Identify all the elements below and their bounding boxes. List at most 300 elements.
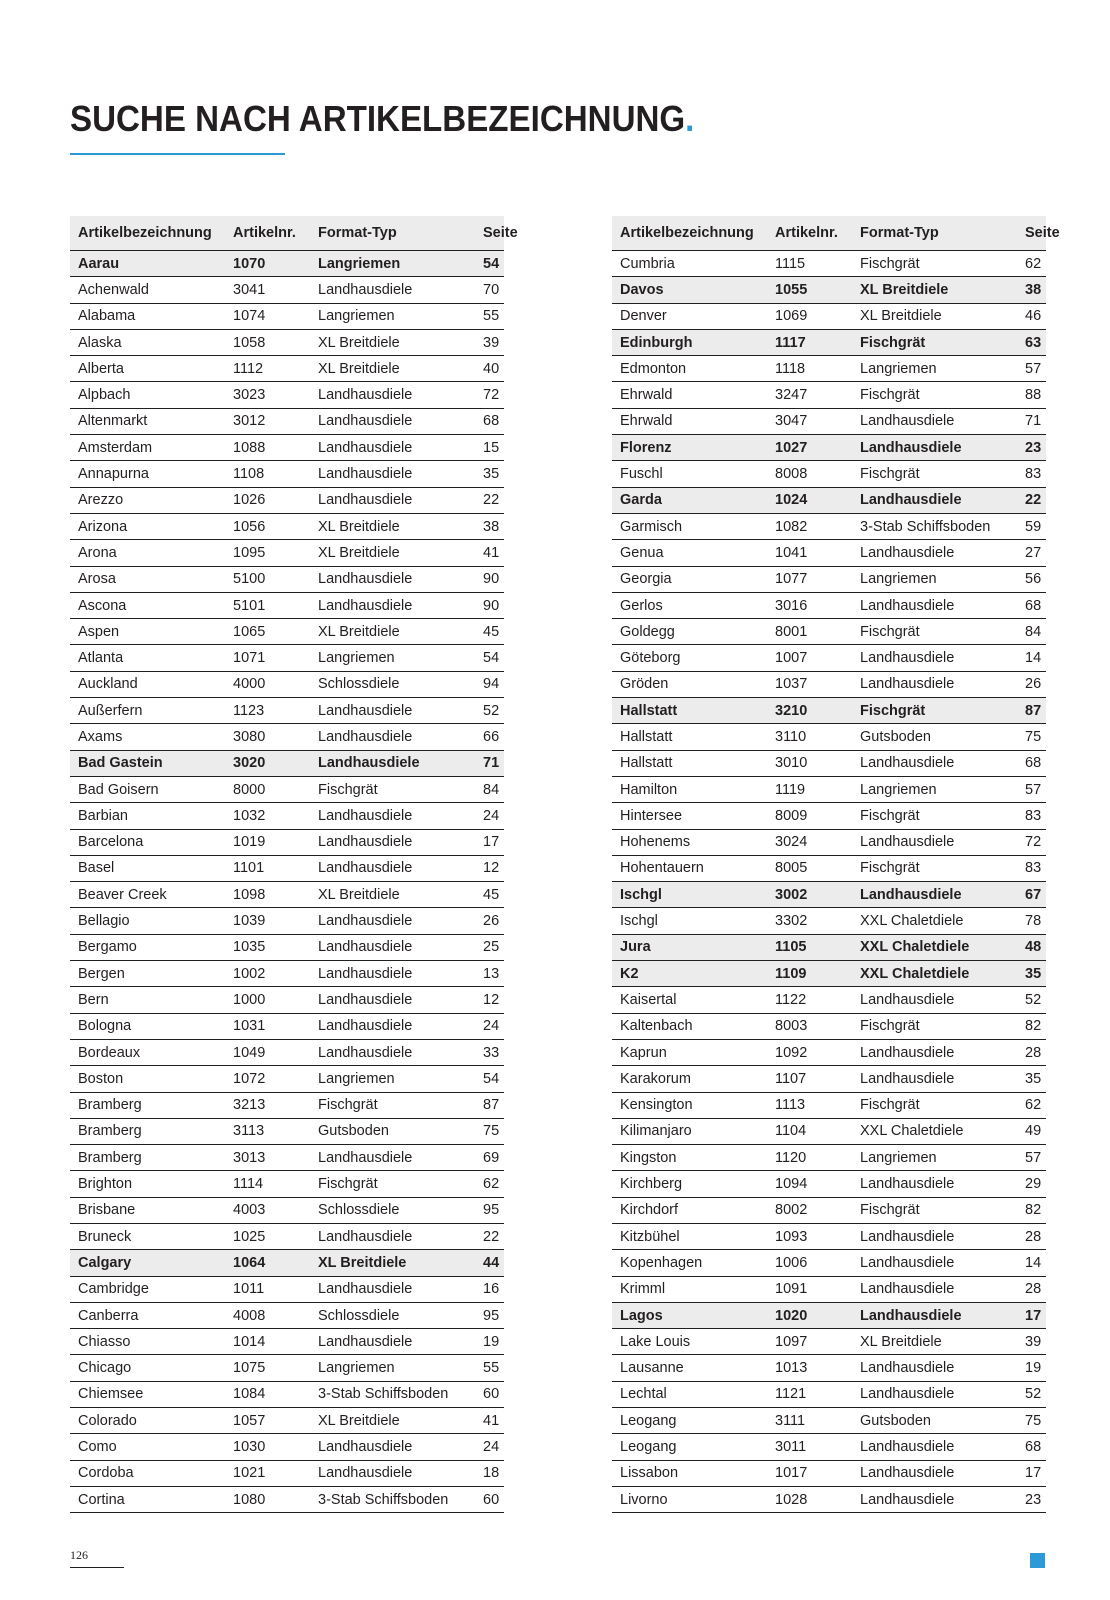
cell-page: 57 xyxy=(1017,776,1046,802)
column-header-page: Seite xyxy=(475,216,504,251)
cell-format-type: Landhausdiele xyxy=(310,435,475,461)
cell-format-type: Landhausdiele xyxy=(310,829,475,855)
cell-format-type: Fischgrät xyxy=(852,855,1017,881)
cell-article-name: Hamilton xyxy=(612,776,767,802)
cell-format-type: Landhausdiele xyxy=(852,1486,1017,1512)
table-row xyxy=(70,671,504,697)
cell-page: 66 xyxy=(475,724,504,750)
cell-article-number: 1117 xyxy=(767,329,852,355)
cell-format-type: XL Breitdiele xyxy=(852,303,1017,329)
table-row xyxy=(612,671,1046,697)
table-row xyxy=(70,619,504,645)
article-table-right xyxy=(612,216,1060,1513)
table-row xyxy=(70,698,504,724)
cell-format-type: XL Breitdiele xyxy=(310,513,475,539)
cell-article-name: Axams xyxy=(70,724,225,750)
cell-article-number: 1119 xyxy=(767,776,852,802)
cell-article-number: 1056 xyxy=(225,513,310,539)
table-row xyxy=(612,908,1046,934)
cell-article-name: Alaska xyxy=(70,329,225,355)
cell-page: 60 xyxy=(475,1381,504,1407)
cell-article-name: Annapurna xyxy=(70,461,225,487)
cell-format-type: Fischgrät xyxy=(852,1197,1017,1223)
cell-article-name: Hohenems xyxy=(612,829,767,855)
cell-page: 62 xyxy=(1017,251,1046,277)
cell-article-name: Bramberg xyxy=(70,1118,225,1144)
table-row xyxy=(70,934,504,960)
table-row xyxy=(612,251,1046,277)
table-header-row xyxy=(70,216,504,251)
cell-page: 24 xyxy=(475,803,504,829)
cell-article-name: Hallstatt xyxy=(612,750,767,776)
table-row xyxy=(612,382,1046,408)
cell-article-number: 1075 xyxy=(225,1355,310,1381)
cell-article-number: 3111 xyxy=(767,1408,852,1434)
cell-article-name: Kitzbühel xyxy=(612,1223,767,1249)
table-row xyxy=(612,1250,1046,1276)
cell-article-name: Bramberg xyxy=(70,1092,225,1118)
cell-article-name: Lake Louis xyxy=(612,1329,767,1355)
cell-format-type: Landhausdiele xyxy=(310,566,475,592)
column-header-name: Artikelbezeichnung xyxy=(612,216,767,251)
cell-article-name: Bologna xyxy=(70,1013,225,1039)
cell-page: 35 xyxy=(1017,961,1046,987)
cell-article-name: Fuschl xyxy=(612,461,767,487)
table-row xyxy=(612,882,1046,908)
cell-article-name: Atlanta xyxy=(70,645,225,671)
cell-format-type: Landhausdiele xyxy=(310,1223,475,1249)
cell-format-type: Landhausdiele xyxy=(310,277,475,303)
table-header-row xyxy=(612,216,1046,251)
cell-article-name: Florenz xyxy=(612,435,767,461)
cell-article-number: 1032 xyxy=(225,803,310,829)
cell-article-name: Barcelona xyxy=(70,829,225,855)
cell-article-number: 1027 xyxy=(767,435,852,461)
cell-page: 68 xyxy=(1017,750,1046,776)
cell-format-type: Schlossdiele xyxy=(310,671,475,697)
cell-format-type: Fischgrät xyxy=(310,1171,475,1197)
cell-page: 54 xyxy=(475,251,504,277)
cell-format-type: XXL Chaletdiele xyxy=(852,961,1017,987)
cell-page: 52 xyxy=(475,698,504,724)
cell-article-name: Kirchberg xyxy=(612,1171,767,1197)
cell-format-type: Gutsboden xyxy=(310,1118,475,1144)
cell-article-number: 1080 xyxy=(225,1486,310,1512)
cell-page: 52 xyxy=(1017,987,1046,1013)
cell-format-type: Landhausdiele xyxy=(852,882,1017,908)
cell-format-type: Schlossdiele xyxy=(310,1197,475,1223)
table-row xyxy=(612,855,1046,881)
column-header-format: Format-Typ xyxy=(852,216,1017,251)
cell-article-number: 1123 xyxy=(225,698,310,724)
cell-article-number: 1074 xyxy=(225,303,310,329)
cell-article-name: Lausanne xyxy=(612,1355,767,1381)
cell-format-type: Fischgrät xyxy=(852,251,1017,277)
title-underline xyxy=(70,153,285,155)
cell-page: 48 xyxy=(1017,934,1046,960)
cell-page: 19 xyxy=(475,1329,504,1355)
cell-page: 83 xyxy=(1017,803,1046,829)
cell-article-number: 3110 xyxy=(767,724,852,750)
cell-format-type: Fischgrät xyxy=(852,461,1017,487)
cell-format-type: Landhausdiele xyxy=(852,671,1017,697)
cell-page: 28 xyxy=(1017,1223,1046,1249)
cell-page: 17 xyxy=(1017,1460,1046,1486)
cell-format-type: Landhausdiele xyxy=(852,750,1017,776)
table-row xyxy=(612,987,1046,1013)
cell-article-number: 3023 xyxy=(225,382,310,408)
cell-page: 75 xyxy=(1017,1408,1046,1434)
cell-format-type: Landhausdiele xyxy=(310,592,475,618)
table-row xyxy=(70,1408,504,1434)
cell-page: 28 xyxy=(1017,1276,1046,1302)
cell-format-type: Fischgrät xyxy=(852,1013,1017,1039)
cell-article-number: 1070 xyxy=(225,251,310,277)
cell-page: 54 xyxy=(475,645,504,671)
table-row xyxy=(612,1223,1046,1249)
cell-format-type: Landhausdiele xyxy=(310,724,475,750)
cell-format-type: Landhausdiele xyxy=(852,1302,1017,1328)
cell-article-number: 4008 xyxy=(225,1302,310,1328)
cell-article-name: Amsterdam xyxy=(70,435,225,461)
cell-page: 16 xyxy=(475,1276,504,1302)
cell-article-name: Bad Gastein xyxy=(70,750,225,776)
cell-article-name: Leogang xyxy=(612,1434,767,1460)
cell-article-name: Bellagio xyxy=(70,908,225,934)
cell-article-number: 1113 xyxy=(767,1092,852,1118)
corner-accent-square xyxy=(1030,1553,1045,1568)
cell-page: 13 xyxy=(475,961,504,987)
table-row xyxy=(612,435,1046,461)
cell-article-number: 4003 xyxy=(225,1197,310,1223)
cell-article-number: 1006 xyxy=(767,1250,852,1276)
cell-article-name: Alpbach xyxy=(70,382,225,408)
cell-format-type: Landhausdiele xyxy=(310,987,475,1013)
cell-page: 87 xyxy=(1017,698,1046,724)
cell-page: 57 xyxy=(1017,356,1046,382)
cell-article-name: Gröden xyxy=(612,671,767,697)
cell-article-name: Gerlos xyxy=(612,592,767,618)
cell-article-number: 1000 xyxy=(225,987,310,1013)
cell-page: 72 xyxy=(475,382,504,408)
table-row xyxy=(70,435,504,461)
cell-article-name: Goldegg xyxy=(612,619,767,645)
table-row xyxy=(612,356,1046,382)
table-row xyxy=(612,540,1046,566)
cell-article-number: 1088 xyxy=(225,435,310,461)
table-row xyxy=(70,1434,504,1460)
cell-format-type: Gutsboden xyxy=(852,724,1017,750)
table-row xyxy=(70,356,504,382)
cell-article-name: Leogang xyxy=(612,1408,767,1434)
cell-article-number: 1121 xyxy=(767,1381,852,1407)
cell-article-name: Chicago xyxy=(70,1355,225,1381)
cell-page: 46 xyxy=(1017,303,1046,329)
cell-article-number: 3047 xyxy=(767,408,852,434)
cell-article-name: Denver xyxy=(612,303,767,329)
cell-format-type: Landhausdiele xyxy=(310,461,475,487)
cell-article-name: Calgary xyxy=(70,1250,225,1276)
cell-page: 45 xyxy=(475,882,504,908)
column-header-page: Seite xyxy=(1017,216,1046,251)
cell-page: 28 xyxy=(1017,1039,1046,1065)
cell-page: 88 xyxy=(1017,382,1046,408)
cell-page: 83 xyxy=(1017,855,1046,881)
cell-format-type: Landhausdiele xyxy=(852,987,1017,1013)
cell-article-number: 5100 xyxy=(225,566,310,592)
cell-format-type: XL Breitdiele xyxy=(310,540,475,566)
table-row xyxy=(612,803,1046,829)
cell-article-name: Brisbane xyxy=(70,1197,225,1223)
cell-article-name: Kensington xyxy=(612,1092,767,1118)
cell-format-type: Landhausdiele xyxy=(852,1460,1017,1486)
cell-article-name: Georgia xyxy=(612,566,767,592)
table-row xyxy=(70,1039,504,1065)
table-row xyxy=(612,1171,1046,1197)
cell-page: 62 xyxy=(1017,1092,1046,1118)
cell-article-name: Cortina xyxy=(70,1486,225,1512)
page-number-underline xyxy=(70,1567,124,1568)
cell-article-number: 3016 xyxy=(767,592,852,618)
cell-page: 83 xyxy=(1017,461,1046,487)
cell-format-type: 3-Stab Schiffsboden xyxy=(852,513,1017,539)
cell-article-name: Göteborg xyxy=(612,645,767,671)
cell-article-number: 1112 xyxy=(225,356,310,382)
cell-page: 63 xyxy=(1017,329,1046,355)
cell-format-type: Langriemen xyxy=(852,356,1017,382)
cell-article-name: Cordoba xyxy=(70,1460,225,1486)
cell-format-type: Landhausdiele xyxy=(310,855,475,881)
cell-format-type: Schlossdiele xyxy=(310,1302,475,1328)
cell-article-number: 8003 xyxy=(767,1013,852,1039)
cell-page: 87 xyxy=(475,1092,504,1118)
cell-article-name: Ehrwald xyxy=(612,382,767,408)
table-row xyxy=(70,750,504,776)
cell-format-type: Landhausdiele xyxy=(852,1039,1017,1065)
cell-article-number: 1065 xyxy=(225,619,310,645)
cell-format-type: Landhausdiele xyxy=(852,1276,1017,1302)
cell-article-name: Ehrwald xyxy=(612,408,767,434)
cell-format-type: Landhausdiele xyxy=(852,592,1017,618)
article-table-left xyxy=(70,216,518,1513)
cell-page: 18 xyxy=(475,1460,504,1486)
table-row xyxy=(70,1276,504,1302)
cell-article-number: 1122 xyxy=(767,987,852,1013)
cell-article-number: 1071 xyxy=(225,645,310,671)
cell-page: 22 xyxy=(475,487,504,513)
table-row xyxy=(612,619,1046,645)
cell-page: 44 xyxy=(475,1250,504,1276)
cell-format-type: Landhausdiele xyxy=(310,408,475,434)
table-row xyxy=(612,461,1046,487)
cell-article-number: 1098 xyxy=(225,882,310,908)
cell-format-type: Landhausdiele xyxy=(310,698,475,724)
cell-page: 39 xyxy=(475,329,504,355)
table-row xyxy=(70,1145,504,1171)
cell-format-type: Landhausdiele xyxy=(852,487,1017,513)
table-row xyxy=(612,1197,1046,1223)
table-row xyxy=(70,1486,504,1512)
cell-article-number: 1093 xyxy=(767,1223,852,1249)
cell-article-number: 1097 xyxy=(767,1329,852,1355)
cell-article-number: 1007 xyxy=(767,645,852,671)
table-row xyxy=(70,1250,504,1276)
cell-format-type: Landhausdiele xyxy=(310,1276,475,1302)
cell-format-type: Landhausdiele xyxy=(310,750,475,776)
cell-format-type: XL Breitdiele xyxy=(310,356,475,382)
table-row xyxy=(70,592,504,618)
cell-format-type: Landhausdiele xyxy=(852,645,1017,671)
cell-article-name: Lissabon xyxy=(612,1460,767,1486)
cell-article-name: Bordeaux xyxy=(70,1039,225,1065)
cell-article-number: 1104 xyxy=(767,1118,852,1144)
cell-format-type: Landhausdiele xyxy=(310,1329,475,1355)
cell-article-number: 8001 xyxy=(767,619,852,645)
cell-page: 39 xyxy=(1017,1329,1046,1355)
cell-page: 17 xyxy=(1017,1302,1046,1328)
cell-article-name: Garmisch xyxy=(612,513,767,539)
cell-format-type: Landhausdiele xyxy=(310,1013,475,1039)
cell-article-number: 1084 xyxy=(225,1381,310,1407)
cell-article-name: Außerfern xyxy=(70,698,225,724)
table-row xyxy=(612,1329,1046,1355)
table-row xyxy=(70,382,504,408)
cell-page: 22 xyxy=(1017,487,1046,513)
cell-page: 84 xyxy=(1017,619,1046,645)
cell-page: 29 xyxy=(1017,1171,1046,1197)
cell-article-name: Lechtal xyxy=(612,1381,767,1407)
cell-article-number: 3010 xyxy=(767,750,852,776)
cell-article-name: Arosa xyxy=(70,566,225,592)
cell-format-type: XL Breitdiele xyxy=(310,1408,475,1434)
cell-format-type: Landhausdiele xyxy=(852,829,1017,855)
cell-format-type: XXL Chaletdiele xyxy=(852,934,1017,960)
table-row xyxy=(70,461,504,487)
cell-page: 35 xyxy=(1017,1066,1046,1092)
cell-format-type: Landhausdiele xyxy=(852,1223,1017,1249)
cell-article-number: 3011 xyxy=(767,1434,852,1460)
cell-article-name: Achenwald xyxy=(70,277,225,303)
cell-format-type: Fischgrät xyxy=(852,329,1017,355)
cell-page: 35 xyxy=(475,461,504,487)
cell-format-type: XXL Chaletdiele xyxy=(852,908,1017,934)
cell-format-type: Landhausdiele xyxy=(310,934,475,960)
cell-article-number: 1107 xyxy=(767,1066,852,1092)
cell-article-number: 8009 xyxy=(767,803,852,829)
cell-article-number: 1057 xyxy=(225,1408,310,1434)
table-row xyxy=(612,1302,1046,1328)
table-row xyxy=(612,1355,1046,1381)
cell-article-name: Aarau xyxy=(70,251,225,277)
cell-article-number: 1026 xyxy=(225,487,310,513)
cell-article-number: 3213 xyxy=(225,1092,310,1118)
cell-article-name: Alabama xyxy=(70,303,225,329)
cell-article-name: Garda xyxy=(612,487,767,513)
cell-article-name: Altenmarkt xyxy=(70,408,225,434)
cell-article-name: Kirchdorf xyxy=(612,1197,767,1223)
cell-article-number: 1064 xyxy=(225,1250,310,1276)
table-row xyxy=(70,882,504,908)
cell-format-type: Landhausdiele xyxy=(310,382,475,408)
cell-format-type: XL Breitdiele xyxy=(852,277,1017,303)
table-row xyxy=(612,1486,1046,1512)
cell-page: 27 xyxy=(1017,540,1046,566)
cell-format-type: Fischgrät xyxy=(852,382,1017,408)
cell-article-number: 1017 xyxy=(767,1460,852,1486)
cell-format-type: Landhausdiele xyxy=(310,487,475,513)
table-row xyxy=(612,592,1046,618)
cell-format-type: Landhausdiele xyxy=(310,1460,475,1486)
cell-format-type: XL Breitdiele xyxy=(310,1250,475,1276)
cell-page: 26 xyxy=(1017,671,1046,697)
cell-article-number: 1109 xyxy=(767,961,852,987)
cell-article-number: 1105 xyxy=(767,934,852,960)
cell-article-name: Bergamo xyxy=(70,934,225,960)
table-row xyxy=(70,803,504,829)
cell-format-type: Landhausdiele xyxy=(310,1039,475,1065)
cell-article-number: 3002 xyxy=(767,882,852,908)
table-row xyxy=(612,934,1046,960)
cell-article-name: Kaprun xyxy=(612,1039,767,1065)
cell-format-type: XL Breitdiele xyxy=(310,619,475,645)
cell-page: 55 xyxy=(475,303,504,329)
table-row xyxy=(70,1197,504,1223)
cell-page: 25 xyxy=(475,934,504,960)
cell-article-name: Davos xyxy=(612,277,767,303)
cell-article-number: 1120 xyxy=(767,1145,852,1171)
cell-page: 54 xyxy=(475,1066,504,1092)
cell-article-name: Kopenhagen xyxy=(612,1250,767,1276)
cell-page: 82 xyxy=(1017,1013,1046,1039)
table-row xyxy=(70,1329,504,1355)
table-row xyxy=(70,1223,504,1249)
cell-page: 71 xyxy=(475,750,504,776)
cell-page: 72 xyxy=(1017,829,1046,855)
table-row xyxy=(70,1355,504,1381)
cell-format-type: Fischgrät xyxy=(310,1092,475,1118)
cell-article-name: Hallstatt xyxy=(612,724,767,750)
cell-article-name: Chiemsee xyxy=(70,1381,225,1407)
table-row xyxy=(612,1092,1046,1118)
cell-article-name: Canberra xyxy=(70,1302,225,1328)
cell-page: 24 xyxy=(475,1434,504,1460)
cell-format-type: Landhausdiele xyxy=(852,1381,1017,1407)
table-row xyxy=(70,408,504,434)
cell-article-number: 1055 xyxy=(767,277,852,303)
cell-article-number: 8002 xyxy=(767,1197,852,1223)
table-row xyxy=(612,487,1046,513)
cell-format-type: Langriemen xyxy=(310,251,475,277)
table-row xyxy=(612,303,1046,329)
cell-page: 57 xyxy=(1017,1145,1046,1171)
cell-page: 95 xyxy=(475,1197,504,1223)
table-row xyxy=(70,1381,504,1407)
cell-article-number: 3080 xyxy=(225,724,310,750)
table-row xyxy=(70,1092,504,1118)
cell-page: 69 xyxy=(475,1145,504,1171)
cell-page: 67 xyxy=(1017,882,1046,908)
table-row xyxy=(70,961,504,987)
cell-format-type: XL Breitdiele xyxy=(852,1329,1017,1355)
cell-format-type: Landhausdiele xyxy=(852,1171,1017,1197)
cell-article-number: 3247 xyxy=(767,382,852,408)
cell-format-type: Landhausdiele xyxy=(310,803,475,829)
cell-article-name: Kaisertal xyxy=(612,987,767,1013)
cell-page: 17 xyxy=(475,829,504,855)
table-row xyxy=(70,1118,504,1144)
cell-format-type: Landhausdiele xyxy=(852,408,1017,434)
cell-format-type: Landhausdiele xyxy=(310,1434,475,1460)
